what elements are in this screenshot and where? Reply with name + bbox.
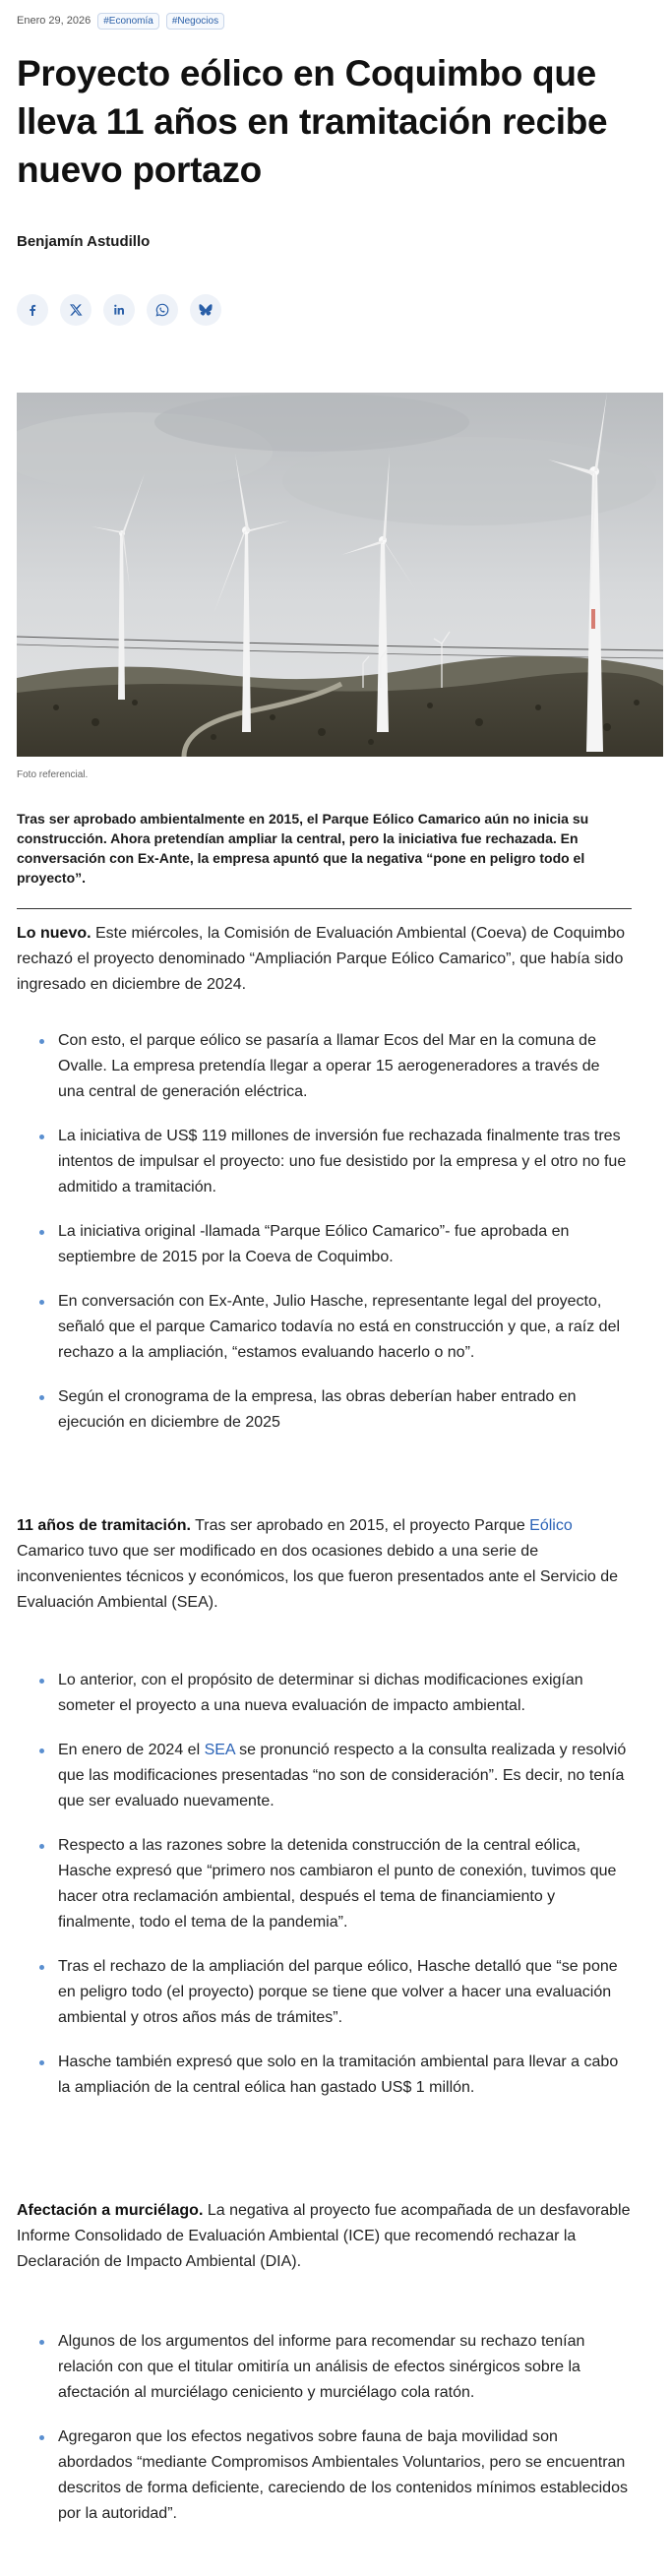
image-caption: Foto referencial. [17,769,89,780]
section-text-lo-nuevo: Este miércoles, la Comisión de Evaluación Ambiental (Coeva) de Coquimbo rechazó el proyecto denominado “Ampliación Parque Eólico Camarico”, que había sido ingresado en diciembre de 2024. [17,925,626,993]
list-item: Respecto a las razones sobre la detenida construcción de la central eólica, Hasche expresó que “primero nos cambiaron el punto de conexión, tuvimos que hacer otra reclamación ambiental, después el tema de financiamiento y finalmente, todo el tema de la pandemia”. [39,1833,630,1935]
bullet-list-tramitacion [39,1668,630,2101]
section-murcielago [17,2198,637,2275]
x-icon [68,302,84,318]
article-meta [17,10,224,31]
list-item: Algunos de los argumentos del informe para recomendar su rechazo tenían relación con que el titular omitiría un análisis de efectos sinérgicos sobre la afectación al murciélago ceniciento y murciélago cola ratón. [39,2329,630,2406]
share-x-button[interactable] [60,294,92,326]
list-item: La iniciativa de US$ 119 millones de inversión fue rechazada finalmente tras tres intentos de impulsar el proyecto: uno fue desistido por la empresa y el otro no fue admitido a tramitación. [39,1124,630,1200]
bullet-list-murcielago [39,2329,630,2527]
list-item-sea [39,1738,630,1814]
section-text-tramitacion-b: Camarico tuvo que ser modificado en dos ocasiones debido a una serie de inconvenientes técnicos y económicos, los que fueron presentados ante el Servicio de Evaluación Ambiental (SEA). [17,1543,619,1611]
share-bluesky-button[interactable] [190,294,221,326]
tag-negocios[interactable]: #Negocios [166,13,224,30]
list-item: Según el cronograma de la empresa, las obras deberían haber entrado en ejecución en diciembre de 2025 [39,1384,630,1436]
section-text-tramitacion-a: Tras ser aprobado en 2015, el proyecto Parque [190,1517,530,1534]
section-lead-tramitacion: 11 años de tramitación. [17,1517,191,1534]
author-name[interactable]: Benjamín Astudillo [17,233,151,250]
list-item: En conversación con Ex-Ante, Julio Hasche, representante legal del proyecto, señaló que el parque Camarico todavía no está en construcción y que, a raíz del rechazo a la ampliación, “estamos evaluando hacerlo o no”. [39,1289,630,1366]
tag-economia[interactable]: #Economía [97,13,159,30]
hero-image [17,393,663,757]
share-linkedin-button[interactable] [103,294,135,326]
wind-turbines-illustration [17,393,663,757]
bluesky-icon [198,302,214,318]
share-whatsapp-button[interactable] [147,294,178,326]
eolico-link[interactable]: Eólico [529,1517,573,1534]
list-item: Lo anterior, con el propósito de determinar si dichas modificaciones exigían someter el proyecto a una nueva evaluación de impacto ambiental. [39,1668,630,1719]
share-bar [17,294,221,326]
article-headline: Proyecto eólico en Coquimbo que lleva 11 años en tramitación recibe nuevo portazo [17,53,608,190]
lede-divider [17,908,632,909]
facebook-icon [25,302,40,318]
linkedin-icon [111,302,127,318]
whatsapp-icon [154,302,170,318]
share-facebook-button[interactable] [17,294,48,326]
list-item: Tras el rechazo de la ampliación del parque eólico, Hasche detalló que “se pone en peligro todo (el proyecto) porque se tiene que volver a hacer una evaluación ambiental y otros años más de trámites”. [39,1954,630,2031]
list-item: Con esto, el parque eólico se pasaría a llamar Ecos del Mar en la comuna de Ovalle. La empresa pretendía llegar a operar 15 aerogeneradores a través de una central de generación eléctrica. [39,1028,630,1105]
section-tramitacion [17,1513,637,1616]
sea-text-after: se pronunció respecto a la consulta realizada y resolvió que las modificaciones presentadas “no son de consideración”. Es decir, no tenía que ser evaluado nuevamente. [58,1742,627,1809]
bullet-list-lo-nuevo [39,1028,630,1436]
list-item: La iniciativa original -llamada “Parque Eólico Camarico”- fue aprobada en septiembre de 2015 por la Coeva de Coquimbo. [39,1219,630,1270]
section-text-murcielago: La negativa al proyecto fue acompañada de un desfavorable Informe Consolidado de Evaluación Ambiental (ICE) que recomendó rechazar la Declaración de Impacto Ambiental (DIA). [17,2202,631,2270]
sea-link[interactable]: SEA [204,1742,235,1758]
section-lead-lo-nuevo: Lo nuevo. [17,925,92,942]
section-lead-murcielago: Afectación a murciélago. [17,2202,204,2219]
publish-date: Enero 29, 2026 [17,15,92,27]
list-item: Agregaron que los efectos negativos sobre fauna de baja movilidad son abordados “mediante Compromisos Ambientales Voluntarios, pero se encuentran descritos de forma deficiente, careciendo de los contenidos mínimos establecidos por la autoridad”. [39,2424,630,2527]
section-lo-nuevo [17,921,637,998]
sea-text-before: En enero de 2024 el [58,1742,205,1758]
article-lede: Tras ser aprobado ambientalmente en 2015, el Parque Eólico Camarico aún no inicia su construcción. Ahora pretendían ampliar la central, pero la iniciativa fue rechazada. En conversación con Ex-Ante, la empresa apuntó que la negativa “pone en peligro todo el proyecto”. [17,811,589,886]
list-item: Hasche también expresó que solo en la tramitación ambiental para llevar a cabo la ampliación de la central eólica han gastado US$ 1 millón. [39,2050,630,2101]
